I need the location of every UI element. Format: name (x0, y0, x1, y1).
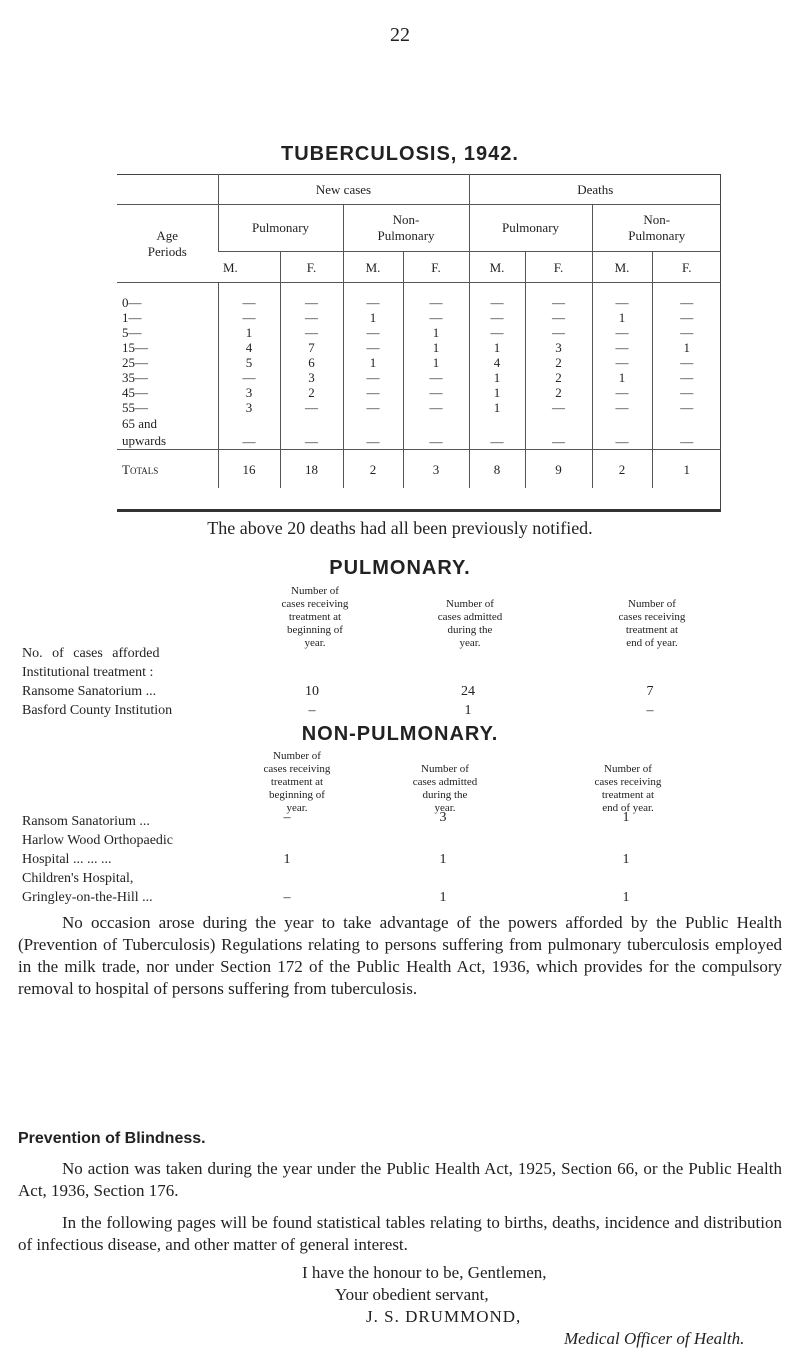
totals-label: Totals (117, 450, 218, 489)
table-row (117, 370, 721, 385)
table-cell: 1 (469, 370, 525, 385)
table-cell: 1 (469, 340, 525, 355)
table-row (117, 340, 721, 355)
header-age-periods: Age Periods (117, 205, 218, 283)
table-cell: — (652, 283, 721, 311)
table-cell: — (469, 310, 525, 325)
table-cell: — (280, 400, 343, 415)
signature-line-1: I have the honour to be, Gentlemen, (302, 1263, 547, 1282)
table-cell: 6 (280, 355, 343, 370)
table-cell: — (592, 340, 652, 355)
table-cell: — (592, 355, 652, 370)
pulmonary-title: PULMONARY. (329, 557, 471, 579)
table-cell: — (343, 370, 403, 385)
table-cell: — (343, 400, 403, 415)
table-cell: — (469, 415, 525, 450)
sex-header: F. (652, 252, 721, 283)
pulmonary-value: 7 (646, 684, 654, 699)
header-death-pulmonary: Pulmonary (469, 205, 592, 252)
sex-header: M. (592, 252, 652, 283)
age-period: 5— (122, 325, 142, 340)
age-period: 55— (122, 400, 148, 415)
table-cell: 4 (218, 340, 280, 355)
powers-paragraph: No occasion arose during the year to take advantage of the powers afforded by the Public Health (Prevention of Tuberculosis) Regulations relating to persons suffering from pulmonary tuberculosis employed in the milk trade, nor under Section 172 of the Public Health Act, 1936, which provides for the compulsory removal to hospital of persons suffering from tuberculosis. (18, 913, 782, 998)
table-cell: — (403, 415, 469, 450)
table-cell: — (652, 400, 721, 415)
page-title: TUBERCULOSIS, 1942. (281, 143, 519, 165)
pulmonary-value: 24 (461, 684, 475, 699)
pulmonary-col-header-end: Number of cases receiving treatment at end of year. (618, 598, 686, 649)
totals-cell: 8 (469, 450, 525, 489)
sex-header: M. (218, 252, 280, 283)
table-cell: — (343, 325, 403, 340)
totals-cell: 1 (652, 450, 721, 489)
table-cell: 1 (592, 310, 652, 325)
table-cell: 1 (403, 325, 469, 340)
tables-paragraph: In the following pages will be found statistical tables relating to births, deaths, incidence and distribution of infectious disease, and other matter of general interest. (18, 1213, 782, 1254)
table-cell: 7 (280, 340, 343, 355)
table-cell: 1 (469, 400, 525, 415)
blindness-paragraph: No action was taken during the year under the Public Health Act, 1925, Section 66, or the Public Health Act, 1936, Section 176. (18, 1159, 782, 1200)
blindness-title: Prevention of Blindness. (18, 1130, 206, 1147)
table-cell: — (343, 385, 403, 400)
pulmonary-col-header-beginning: Number of cases receiving treatment at beginning of year. (281, 585, 349, 649)
table-cell: — (218, 415, 280, 450)
table-cell: — (343, 340, 403, 355)
age-period: 35— (122, 370, 148, 385)
non-pulmonary-col-header-admitted: Number of cases admitted during the year. (412, 763, 478, 814)
table-cell: — (525, 283, 592, 311)
table-cell: 1 (343, 355, 403, 370)
table-cell: 1 (592, 370, 652, 385)
age-period: 1— (122, 310, 142, 325)
age-period: 15— (122, 340, 148, 355)
sex-header: F. (280, 252, 343, 283)
signature-title: Medical Officer of Health. (564, 1329, 745, 1348)
pulmonary-col-header-admitted: Number of cases admitted during the year. (437, 598, 503, 649)
non-pulmonary-row-label: Children's Hospital, (22, 871, 134, 886)
header-new-non-pulmonary: Non- Pulmonary (343, 205, 469, 252)
non-pulmonary-col-header-beginning: Number of cases receiving treatment at beginning of year. (263, 750, 331, 814)
non-pulmonary-row-label: Gringley-on-the-Hill ... (22, 890, 153, 905)
signature-line-2: Your obedient servant, (335, 1285, 489, 1304)
age-period: 65 and upwards (122, 416, 167, 448)
totals-cell: 2 (592, 450, 652, 489)
table-cell: — (218, 310, 280, 325)
table-cell: 2 (280, 385, 343, 400)
table-row (117, 400, 721, 415)
page-number: 22 (390, 24, 410, 46)
table-cell: 3 (280, 370, 343, 385)
table-cell: — (218, 370, 280, 385)
table-cell: — (525, 310, 592, 325)
header-death-non-pulmonary: Non- Pulmonary (592, 205, 721, 252)
table-cell: 2 (525, 385, 592, 400)
table-cell: — (652, 370, 721, 385)
table-cell: 1 (343, 310, 403, 325)
pulmonary-value: – (646, 703, 654, 718)
non-pulmonary-row-label: Harlow Wood Orthopaedic (22, 833, 174, 848)
non-pulmonary-value: – (283, 890, 291, 905)
sex-header: M. (469, 252, 525, 283)
table-cell: 1 (218, 325, 280, 340)
table-cell: — (525, 325, 592, 340)
table-cell: — (403, 385, 469, 400)
table-cell: — (403, 370, 469, 385)
age-period: 45— (122, 385, 148, 400)
signature-name: J. S. DRUMMOND, (366, 1307, 522, 1326)
table-cell: — (403, 400, 469, 415)
pulmonary-value: 1 (464, 703, 472, 718)
table-cell: 5 (218, 355, 280, 370)
table-cell: 1 (403, 340, 469, 355)
pulmonary-intro: No. of cases afforded (22, 646, 160, 661)
totals-cell: 18 (280, 450, 343, 489)
totals-cell: 3 (403, 450, 469, 489)
non-pulmonary-row-label: Ransom Sanatorium ... (22, 814, 150, 829)
table-cell: 2 (525, 355, 592, 370)
pulmonary-row-label: Ransome Sanatorium ... (22, 684, 157, 699)
table-cell: 3 (218, 385, 280, 400)
table-cell: — (218, 283, 280, 311)
table-cell: — (592, 283, 652, 311)
table-cell: — (592, 400, 652, 415)
header-new-cases: New cases (218, 174, 469, 205)
table-cell: — (343, 283, 403, 311)
table-row (117, 310, 721, 325)
table-cell: — (280, 310, 343, 325)
table-cell: 2 (525, 370, 592, 385)
header-blank (117, 174, 218, 205)
header-new-pulmonary: Pulmonary (218, 205, 343, 252)
table-cell: — (652, 325, 721, 340)
table-cell: — (280, 283, 343, 311)
table-cell: — (469, 283, 525, 311)
totals-cell: 9 (525, 450, 592, 489)
non-pulmonary-value: 1 (622, 810, 630, 825)
table-cell: — (469, 325, 525, 340)
non-pulmonary-col-header-end: Number of cases receiving treatment at end of year. (594, 763, 662, 814)
table-cell: — (652, 310, 721, 325)
table-cell: — (652, 415, 721, 450)
table-cell: 4 (469, 355, 525, 370)
table-cell: — (403, 283, 469, 311)
non-pulmonary-value: – (283, 810, 291, 825)
table-row (117, 415, 721, 450)
table-cell: — (592, 415, 652, 450)
non-pulmonary-value: 1 (283, 852, 291, 867)
pulmonary-row-label: Basford County Institution (22, 703, 173, 718)
tuberculosis-table (117, 174, 721, 488)
table-cell: — (592, 325, 652, 340)
table-cell: 1 (403, 355, 469, 370)
age-period: 25— (122, 355, 148, 370)
non-pulmonary-row-label: Hospital ... ... ... (22, 852, 112, 867)
table-cell: 1 (652, 340, 721, 355)
table-cell: — (403, 310, 469, 325)
table-cell: — (525, 400, 592, 415)
table-cell: — (525, 415, 592, 450)
non-pulmonary-value: 3 (439, 810, 447, 825)
pulmonary-value: – (308, 703, 316, 718)
table-cell: — (652, 385, 721, 400)
table-cell: — (652, 355, 721, 370)
table-cell: 3 (218, 400, 280, 415)
table-cell: 3 (525, 340, 592, 355)
deaths-note: The above 20 deaths had all been previously notified. (207, 518, 593, 538)
table-cell: — (592, 385, 652, 400)
non-pulmonary-value: 1 (622, 852, 630, 867)
sex-header: M. (343, 252, 403, 283)
non-pulmonary-title: NON-PULMONARY. (301, 723, 499, 745)
totals-cell: 16 (218, 450, 280, 489)
sex-header: F. (403, 252, 469, 283)
non-pulmonary-value: 1 (439, 890, 447, 905)
totals-cell: 2 (343, 450, 403, 489)
table-row (117, 325, 721, 340)
header-deaths: Deaths (469, 174, 721, 205)
pulmonary-intro-2: Institutional treatment : (22, 665, 154, 680)
table-cell: — (280, 415, 343, 450)
table-row (117, 385, 721, 400)
non-pulmonary-value: 1 (439, 852, 447, 867)
age-period: 0— (122, 295, 142, 310)
table-cell: 1 (469, 385, 525, 400)
pulmonary-value: 10 (305, 684, 319, 699)
table-row (117, 283, 721, 311)
table-cell: — (343, 415, 403, 450)
non-pulmonary-value: 1 (622, 890, 630, 905)
sex-header: F. (525, 252, 592, 283)
table-cell: — (280, 325, 343, 340)
table-row (117, 355, 721, 370)
